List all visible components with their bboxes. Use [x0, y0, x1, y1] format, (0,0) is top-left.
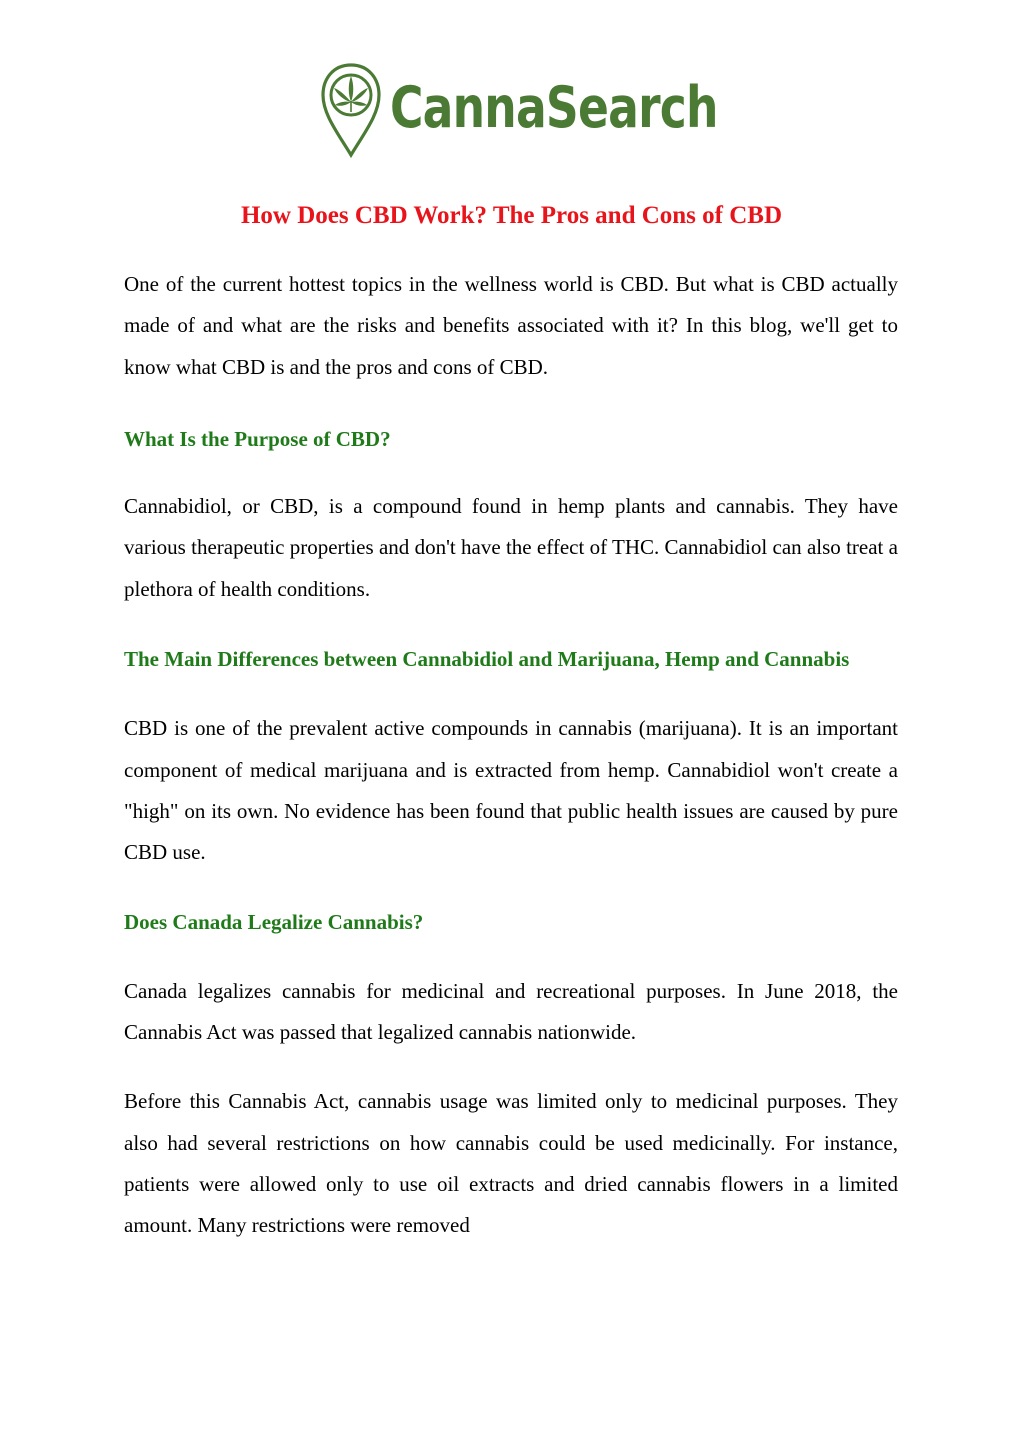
cannabis-leaf-pin-icon: [320, 62, 382, 158]
article-body: [124, 264, 898, 1247]
brand-logo: [320, 62, 800, 158]
section-paragraph-differences: CBD is one of the prevalent active compounds in cannabis (marijuana). It is an important component of medical marijuana and is extracted from hemp. Cannabidiol won't create a "high" on its own. No evidence has been found that public health issues are caused by pure CBD use.: [124, 716, 898, 865]
section-heading-purpose: What Is the Purpose of CBD?: [124, 426, 391, 451]
intro-paragraph: One of the current hottest topics in the wellness world is CBD. But what is CBD actually made of and what are the risks and benefits associated with it? In this blog, we'll get to know what CBD is and the pros and cons of CBD.: [124, 272, 898, 379]
section-heading-differences: The Main Differences between Cannabidiol and Marijuana, Hemp and Cannabis: [124, 647, 850, 672]
section-heading-canada: Does Canada Legalize Cannabis?: [124, 909, 424, 934]
section-paragraph-canada-2: Before this Cannabis Act, cannabis usage was limited only to medicinal purposes. They also had several restrictions on how cannabis could be used medicinally. For instance, patients were allowed only to use oil extracts and dried cannabis flowers in a limited amount. Many restrictions were removed: [124, 1089, 898, 1238]
section-paragraph-canada-1: Canada legalizes cannabis for medicinal and recreational purposes. In June 2018, the Cannabis Act was passed that legalized cannabis nationwide.: [124, 978, 898, 1045]
brand-name: CannaSearch: [390, 74, 718, 141]
page-title: How Does CBD Work? The Pros and Cons of CBD: [240, 201, 783, 229]
section-paragraph-purpose: Cannabidiol, or CBD, is a compound found in hemp plants and cannabis. They have various therapeutic properties and don't have the effect of THC. Cannabidiol can also treat a plethora of health conditions.: [124, 494, 898, 601]
